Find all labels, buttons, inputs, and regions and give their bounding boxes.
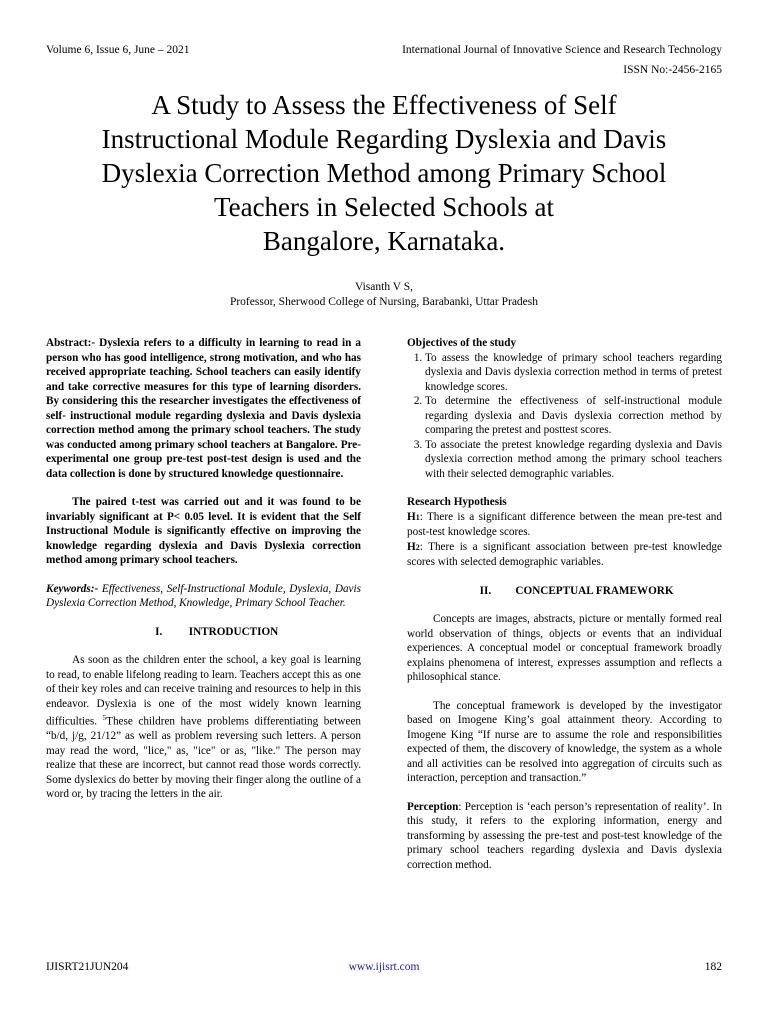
objectives-heading: Objectives of the study: [407, 337, 517, 349]
intro-text-b: These children have problems differentiating between “b/d, j/g, 21/12” as well as problem reversing such letters. A person may read the word, "lice," as, "ice" or as, "like." The person may realize that these are incorrect, but cannot read those words correctly. Some dyslexics do better by moving their finger along the outline of a word or, by tracing the letters in the air.: [46, 715, 361, 801]
section-number: I.: [155, 625, 163, 638]
title-line: Dyslexia Correction Method among Primary School: [101, 158, 667, 188]
intro-text-a: As soon as the children enter the school, a key goal is learning to read, to enable lifelong reading to learn. Teachers accept this as one of their key roles and can receive training and resources to help in this endeavor. Dyslexia is one of the most widely known learning difficulties.: [46, 654, 361, 728]
conceptual-paragraph-1: Concepts are images, abstracts, picture or mentally formed real world observation of things, objects or events that an individual experiences. A conceptual model or conceptual framework broadly explains phenomena of interest, expresses assumption and reflects a philosophical stance.: [407, 613, 722, 683]
objectives-list: [407, 351, 722, 482]
section-heading-introduction: [46, 625, 361, 640]
hypothesis-h2: [407, 540, 722, 570]
header-volume: Volume 6, Issue 6, June – 2021: [46, 44, 190, 56]
keywords: [46, 582, 361, 611]
section-title: INTRODUCTION: [188, 625, 279, 638]
h1-text: : There is a significant difference between the mean pre-test and post-test knowledge scores.: [407, 510, 722, 538]
footer-url-link[interactable]: www.ijisrt.com: [348, 961, 420, 973]
h2-text: : There is a significant association between pre-test knowledge scores with selected demographic variables.: [407, 540, 722, 568]
author-affiliation: Professor, Sherwood College of Nursing, Barabanki, Uttar Pradesh: [229, 296, 539, 308]
hypothesis-h1: [407, 510, 722, 540]
h2-label: H: [407, 540, 416, 553]
section-heading-conceptual: [407, 584, 722, 599]
introduction-paragraph: [46, 653, 361, 802]
h2-subscript: 2: [415, 542, 420, 552]
paper-title: [40, 88, 728, 258]
title-line: A Study to Assess the Effectiveness of Self: [151, 90, 617, 120]
perception-paragraph: [407, 800, 722, 873]
abstract-label: Abstract:-: [46, 337, 96, 349]
title-line: Instructional Module Regarding Dyslexia and Davis: [101, 124, 667, 154]
right-column: [407, 336, 722, 886]
perception-text: : Perception is ‘each person’s representation of reality’. In this study, it refers to the exploring information, energy and transforming by assessing the pre-test and post-test knowledge of the primary school teachers regarding dyslexia and Davis dyslexia correction method.: [407, 800, 722, 871]
conceptual-paragraph-2: The conceptual framework is developed by the investigator based on Imogene King’s goal attainment theory. According to Imogene King “If nurse are to assume the role and responsibilities expected of them, the discovery of knowledge, the system as a whole and all activities can be resolved into aggregation of circuits such as interaction, perception and transaction.”: [407, 699, 722, 784]
abstract-results: The paired t-test was carried out and it was found to be invariably significant at P< 0.05 level. It is evident that the Self Instructional Module is significantly effective on improving the knowledge regarding dyslexia and Davis Dyslexia correction method among primary school teachers.: [46, 496, 361, 566]
footer-page-number: 182: [704, 961, 722, 973]
objective-item: 1. To assess the knowledge of primary school teachers regarding dyslexia and Davis dyslexia correction method in terms of pretest knowledge scores.: [425, 351, 722, 395]
title-line: Teachers in Selected Schools at: [214, 192, 554, 222]
footer-paper-code: IJISRT21JUN204: [46, 961, 129, 973]
author-name: Visanth V S,: [355, 281, 413, 293]
h1-subscript: 1: [415, 512, 420, 522]
author-block: [0, 280, 768, 310]
citation-superscript: 5: [102, 714, 107, 722]
objective-item: 2. To determine the effectiveness of self-instructional module regarding dyslexia and Davis dyslexia correction method by comparing the pretest and posttest scores.: [425, 394, 722, 438]
hypothesis-heading: Research Hypothesis: [407, 496, 507, 508]
left-column: [46, 336, 361, 816]
h1-label: H: [407, 510, 416, 523]
keywords-text: Effectiveness, Self-Instructional Module, Dyslexia, Davis Dyslexia Correction Method, Knowledge, Primary School Teacher.: [46, 582, 361, 609]
header-journal: International Journal of Innovative Science and Research Technology: [402, 44, 722, 56]
perception-label: Perception: [407, 800, 459, 813]
section-number: II.: [479, 584, 492, 597]
abstract: [46, 336, 361, 481]
objective-item: 3. To associate the pretest knowledge regarding dyslexia and Davis dyslexia correction method among the primary school teachers with their selected demographic variables.: [425, 438, 722, 482]
keywords-label: Keywords:-: [46, 582, 99, 595]
title-line: Bangalore, Karnataka.: [262, 226, 506, 256]
section-title: CONCEPTUAL FRAMEWORK: [515, 584, 674, 597]
abstract-text: Dyslexia refers to a difficulty in learning to read in a person who has good intelligence, strong motivation, and who has received appropriate teaching. School teachers can easily identify and take corrective measures for this type of learning disorders. By considering this the researcher investigates the effectiveness of self- instructional module regarding dyslexia and Davis dyslexia correction method among the primary school teachers. The study was conducted among primary school teachers at Bangalore. Pre-experimental one group pre-test post-test design is used and the data collection is done by structured knowledge questionnaire.: [46, 337, 361, 480]
header-issn: ISSN No:-2456-2165: [623, 64, 722, 76]
